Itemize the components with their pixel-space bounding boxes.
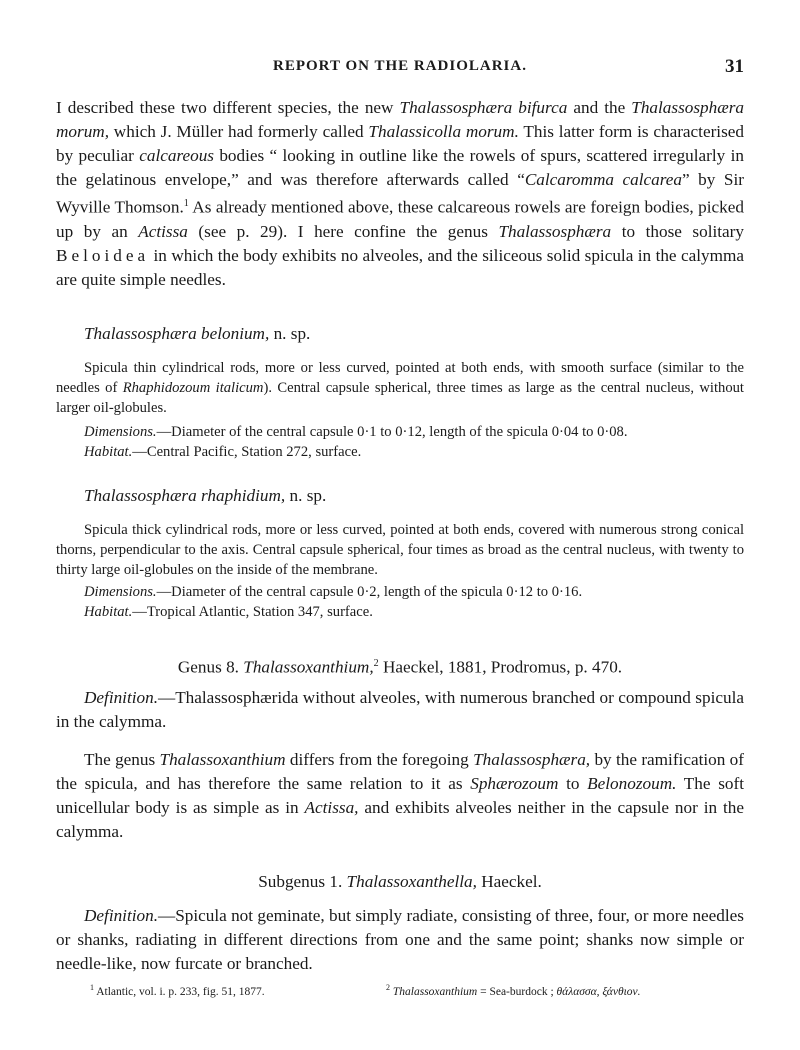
taxon-name: Thalassosphæra bifurca xyxy=(399,98,568,117)
subgenus-heading xyxy=(56,870,744,894)
taxon-name: Thalassoxanthium xyxy=(392,985,478,998)
definition-label: Definition. xyxy=(84,906,158,925)
text-run: As already mentioned above, these calcareous rowels are foreign bodies, picked up by an xyxy=(56,197,744,241)
subgenus-definition xyxy=(56,904,744,976)
spaced-term: Beloidea xyxy=(56,245,150,265)
taxon-name: Actissa, xyxy=(304,798,359,817)
footnote-mark: 2 xyxy=(386,983,390,992)
text-run: by the ramification of the spicula, and has therefore the same relation to it as xyxy=(56,750,744,793)
species-name: Thalassosphæra belonium, xyxy=(84,324,270,343)
greek-etymology: θάλασσα, ξάνθιον. xyxy=(556,985,641,998)
species-description-rhaphidium: Spicula thick cylindrical rods, more or less curved, pointed at both ends, covered with numerous strong conical thorns, perpendicular to the axis. Central capsule spherical, four times as broad as the central nucleus, with twenty to thirty large oil-globules on the inside of the membrane. xyxy=(56,522,744,578)
habitat-rhaphidium xyxy=(56,602,744,622)
taxon-name: Sphærozoum xyxy=(470,774,559,793)
text-run: differs from the foregoing xyxy=(285,750,474,769)
definition-label: Definition. xyxy=(84,688,158,707)
species-heading-belonium xyxy=(56,322,744,346)
text-run: The soft unicellular body is as simple as in xyxy=(56,774,744,817)
footnote-ref: 1 xyxy=(183,198,189,209)
text-run: in which the body exhibits no alveoles, and the siliceous solid spicula in the calymma are quite simple needles. xyxy=(56,245,744,289)
genus-heading xyxy=(56,652,744,680)
genus-paragraph xyxy=(56,748,744,844)
text-run: to xyxy=(558,774,588,793)
text-run: Spicula thin cylindrical rods, more or less curved, pointed at both ends, with smooth surface (similar to the needles of xyxy=(56,360,744,396)
species-heading-rhaphidium xyxy=(56,484,744,508)
intro-paragraph xyxy=(56,96,744,292)
taxon-name: Actissa xyxy=(138,221,188,241)
taxon-name: Belonozoum. xyxy=(587,774,677,793)
text-run: Haeckel, 1881, Prodromus, p. 470. xyxy=(378,657,623,677)
dimensions-label: Dimensions. xyxy=(84,424,157,440)
genus-definition xyxy=(56,686,744,734)
text-run: I described these two different species, the new xyxy=(56,98,400,117)
species-suffix: n. sp. xyxy=(285,486,327,505)
habitat-text: —Central Pacific, Station 272, surface. xyxy=(132,444,362,460)
taxon-name: Thalassosphæra xyxy=(498,221,612,241)
footnote-text: Atlantic, vol. i. p. 233, fig. 51, 1877. xyxy=(94,985,265,998)
emphasis: calcareous xyxy=(139,146,214,165)
dimensions-belonium xyxy=(56,422,744,442)
definition-text: —Thalassosphærida without alveoles, with numerous branched or compound spicula in the calymma. xyxy=(56,688,744,731)
page-number: 31 xyxy=(725,56,744,77)
habitat-text: —Tropical Atlantic, Station 347, surface. xyxy=(132,604,373,620)
taxon-name: Thalassosphæra, xyxy=(473,750,591,769)
taxon-name: Rhaphidozoum italicum xyxy=(122,380,264,396)
footnote-2 xyxy=(386,983,641,998)
text-run: which J. Müller had formerly called xyxy=(109,122,369,141)
dimensions-rhaphidium xyxy=(56,582,744,602)
text-run: Subgenus 1. xyxy=(258,872,347,891)
page-header xyxy=(56,56,744,80)
text-run: ). Central capsule spherical, three times as large as the central nucleus, without larger oil-globules. xyxy=(56,380,744,416)
species-description-belonium xyxy=(56,358,744,418)
text-run: The genus xyxy=(84,750,160,769)
text-run: (see p. 29). I here confine the genus xyxy=(187,221,499,241)
footnote-mark: 1 xyxy=(90,983,94,992)
species-name: Thalassosphæra rhaphidium, xyxy=(84,486,286,505)
footnote-1 xyxy=(90,983,265,998)
text-run: and the xyxy=(567,98,632,117)
text-run: to those solitary xyxy=(611,221,744,241)
text-run: ” by Sir Wyville Thomson. xyxy=(56,170,744,217)
genus-name: Thalassoxanthium, xyxy=(243,657,374,677)
species-suffix: n. sp. xyxy=(269,324,311,343)
text-run: Haeckel. xyxy=(476,872,542,891)
text-run: bodies “ looking in outline like the rowels of spurs, scattered irregularly in the gelatinous envelope,” and was therefore afterwards called “ xyxy=(56,146,744,189)
dimensions-text: —Diameter of the central capsule 0·2, length of the spicula 0·12 to 0·16. xyxy=(156,584,583,600)
dimensions-text: —Diameter of the central capsule 0·1 to 0·12, length of the spicula 0·04 to 0·08. xyxy=(156,424,628,440)
text-run: Genus 8. xyxy=(177,657,244,677)
taxon-name: Thalassicolla morum. xyxy=(368,122,519,141)
dimensions-label: Dimensions. xyxy=(84,584,157,600)
habitat-belonium xyxy=(56,442,744,462)
taxon-name: Thalassoxanthium xyxy=(159,750,286,769)
footnote-ref: 2 xyxy=(373,658,379,669)
running-head: REPORT ON THE RADIOLARIA. xyxy=(273,58,527,74)
habitat-label: Habitat. xyxy=(84,444,133,460)
habitat-label: Habitat. xyxy=(84,604,133,620)
text-run: and exhibits alveoles neither in the capsule nor in the calymma. xyxy=(56,798,744,841)
footnote-text: = Sea-burdock ; xyxy=(477,985,557,998)
subgenus-name: Thalassoxanthella, xyxy=(346,872,477,891)
taxon-name: Calcaromma calcarea xyxy=(524,170,682,189)
taxon-name: Thalassosphæra morum, xyxy=(56,98,744,141)
text-run: This latter form is characterised by peculiar xyxy=(56,122,744,165)
definition-text: —Spicula not geminate, but simply radiate, consisting of three, four, or more needles or shanks, radiating in different directions from one and the same point; shanks now simple or needle-like, now furcate or branched. xyxy=(56,906,744,973)
